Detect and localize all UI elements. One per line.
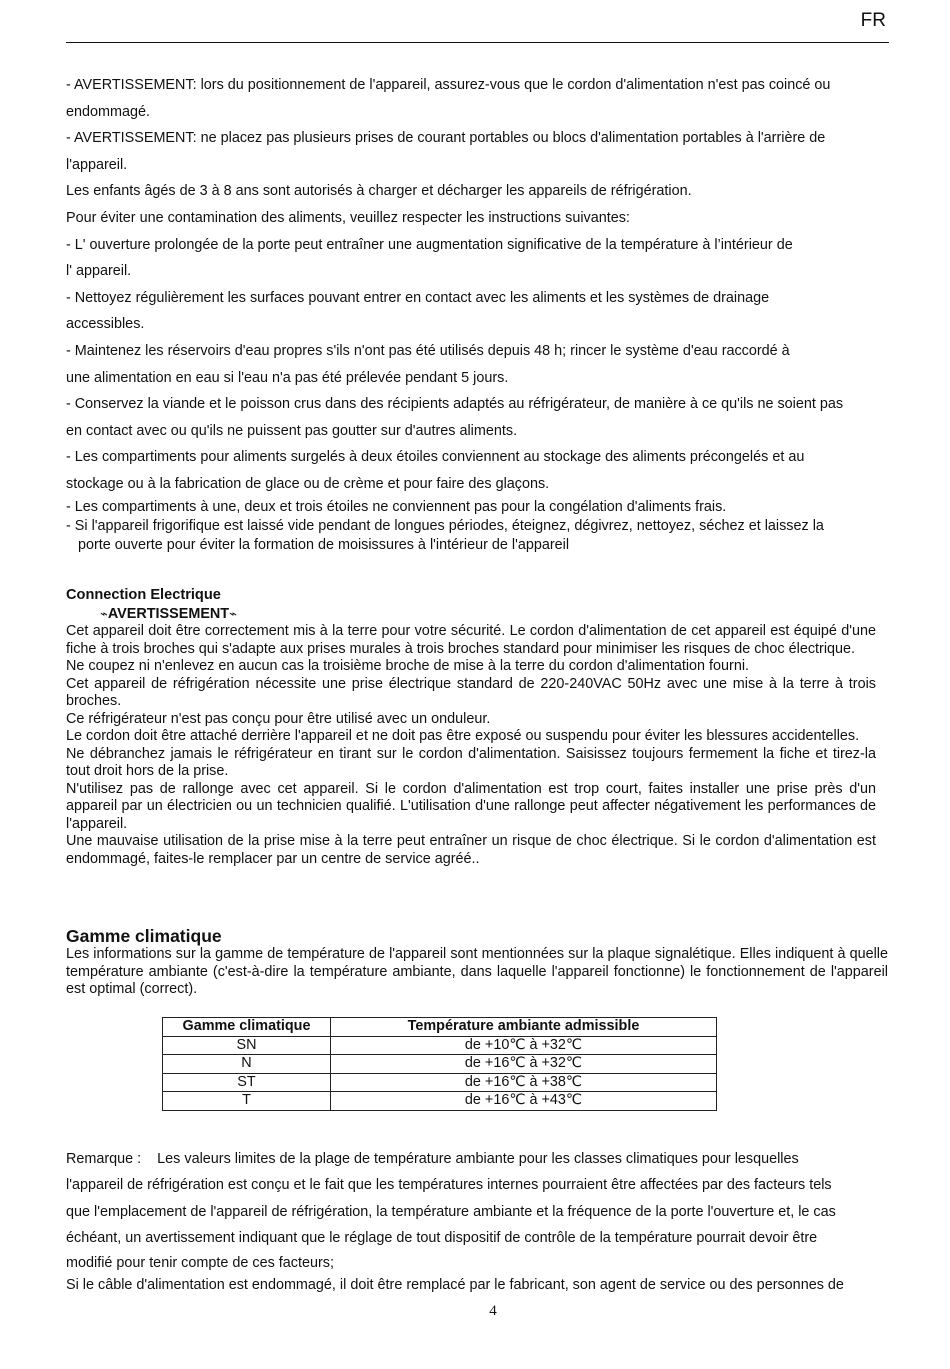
warning-line: en contact avec ou qu'ils ne puissent pas goutter sur d'autres aliments. — [66, 422, 518, 439]
warning-line: - Conservez la viande et le poisson crus dans des récipients adaptés au réfrigérateur, de manière à ce qu'ils ne soient pas — [66, 396, 844, 413]
warning-line: Pour éviter une contamination des aliments, veuillez respecter les instructions suivantes: — [66, 209, 630, 226]
electrical-connection-section — [66, 587, 876, 868]
climate-class-cell: N — [163, 1055, 331, 1074]
paragraph: Le cordon doit être attaché derrière l'appareil et ne doit pas être exposé ou suspendu pour éviter les blessures accidentelles. — [66, 728, 860, 744]
warning-label: AVERTISSEMENT — [107, 605, 230, 622]
paragraph: Ne coupez ni n'enlevez en aucun cas la troisième broche de mise à la terre du cordon d'alimentation fourni. — [66, 658, 750, 674]
lightning-bolt-icon: ⌁ — [100, 605, 108, 621]
column-header: Gamme climatique — [163, 1018, 331, 1037]
temperature-range-cell: de +16℃ à +32℃ — [331, 1055, 717, 1074]
warning-line: porte ouverte pour éviter la formation de moisissures à l'intérieur de l'appareil — [78, 536, 570, 553]
table-row — [163, 1036, 717, 1055]
warning-line: - AVERTISSEMENT: lors du positionnement de l'appareil, assurez-vous que le cordon d'alimentation n'est pas coincé ou — [66, 77, 831, 93]
temperature-range-cell: de +10℃ à +32℃ — [331, 1036, 717, 1055]
climate-class-table — [162, 1017, 717, 1111]
table-row — [163, 1055, 717, 1074]
section-title: Connection Electrique — [66, 587, 221, 603]
paragraph: Les informations sur la gamme de température de l'appareil sont mentionnées sur la plaque signalétique. Elles indiquent à quelle température ambiante (c'est-à-dire la température ambiante, dans laquelle l'appareil fonctionne) le fonctionnement de l'appareil est optimal (correct). — [66, 946, 888, 997]
safety-warnings — [66, 72, 888, 555]
warning-line: endommagé. — [66, 103, 150, 120]
warning-line: accessibles. — [66, 316, 145, 333]
remark-line: l'appareil de réfrigération est conçu et le fait que les températures internes pourraient être affectées par des facteurs tels — [66, 1177, 832, 1194]
language-code: FR — [860, 10, 886, 31]
paragraph: Cet appareil de réfrigération nécessite une prise électrique standard de 220-240VAC 50Hz avec une mise à la terre à trois broches. — [66, 675, 876, 709]
remark-block — [66, 1146, 888, 1296]
climate-class-cell: T — [163, 1092, 331, 1111]
warning-line: une alimentation en eau si l'eau n'a pas été prélevée pendant 5 jours. — [66, 369, 509, 386]
remark-line: modifié pour tenir compte de ces facteurs; — [66, 1254, 334, 1271]
warning-line: - AVERTISSEMENT: ne placez pas plusieurs prises de courant portables ou blocs d'alimentation portables à l'arrière de — [66, 130, 826, 147]
warning-heading — [66, 605, 876, 624]
table-row — [163, 1092, 717, 1111]
climate-range-section — [66, 926, 888, 999]
paragraph: Ne débranchez jamais le réfrigérateur en tirant sur le cordon d'alimentation. Saisissez toujours fermement la fiche et tirez-la tout droit hors de la prise. — [66, 745, 876, 779]
paragraph: Ce réfrigérateur n'est pas conçu pour être utilisé avec un onduleur. — [66, 710, 491, 727]
warning-line: - Les compartiments à une, deux et trois étoiles ne conviennent pas pour la congélation d'aliments frais. — [66, 498, 727, 515]
warning-line: - Si l'appareil frigorifique est laissé vide pendant de longues périodes, éteignez, dégivrez, nettoyez, séchez et laissez la — [66, 517, 824, 534]
warning-line: - L' ouverture prolongée de la porte peut entraîner une augmentation significative de la température à l’intérieur de — [66, 236, 793, 253]
remark-line: que l'emplacement de l'appareil de réfrigération, la température ambiante et la fréquence de la porte l'ouverture et, le cas — [66, 1203, 836, 1220]
warning-line: Les enfants âgés de 3 à 8 ans sont autorisés à charger et décharger les appareils de réfrigération. — [66, 183, 692, 200]
temperature-range-cell: de +16℃ à +38℃ — [331, 1073, 717, 1092]
climate-class-cell: SN — [163, 1036, 331, 1055]
warning-line: - Maintenez les réservoirs d'eau propres s'ils n'ont pas été utilisés depuis 48 h; rincer le système d'eau raccordé à — [66, 342, 790, 359]
lightning-bolt-icon: ⌁ — [229, 605, 237, 621]
warning-line: l'appareil. — [66, 156, 128, 173]
column-header: Température ambiante admissible — [331, 1018, 717, 1037]
remark-line: Si le câble d'alimentation est endommagé, il doit être remplacé par le fabricant, son agent de service ou des personnes de — [66, 1276, 844, 1293]
table-row — [163, 1073, 717, 1092]
temperature-range-cell: de +16℃ à +43℃ — [331, 1092, 717, 1111]
table-header-row — [163, 1018, 717, 1037]
header-rule — [66, 42, 889, 43]
page-number: 4 — [489, 1303, 497, 1319]
paragraph: Une mauvaise utilisation de la prise mise à la terre peut entraîner un risque de choc électrique. Si le cordon d'alimentation est endommagé, faites-le remplacer par un centre de service agréé.. — [66, 833, 876, 867]
warning-line: - Nettoyez régulièrement les surfaces pouvant entrer en contact avec les aliments et les systèmes de drainage — [66, 289, 770, 306]
climate-class-cell: ST — [163, 1073, 331, 1092]
warning-line: l' appareil. — [66, 263, 132, 280]
warning-line: - Les compartiments pour aliments surgelés à deux étoiles conviennent au stockage des aliments précongelés et au — [66, 449, 805, 466]
remark-line: Remarque : Les valeurs limites de la plage de température ambiante pour les classes climatiques pour lesquelles — [66, 1151, 799, 1167]
paragraph: N'utilisez pas de rallonge avec cet appareil. Si le cordon d'alimentation est trop court, faites installer une prise près d'un appareil par un électricien ou un technicien qualifié. L'utilisation d'une rallonge peut affecter négativement les performances de l'appareil. — [66, 780, 876, 832]
warning-line: stockage ou à la fabrication de glace ou de crème et pour faire des glaçons. — [66, 475, 550, 492]
paragraph: Cet appareil doit être correctement mis à la terre pour votre sécurité. Le cordon d'alimentation de cet appareil est équipé d'une fiche à trois broches qui s'adapte aux prises murales à trois broches standard pour minimiser les risques de choc électrique. — [66, 623, 876, 657]
section-title: Gamme climatique — [66, 926, 222, 946]
remark-line: échéant, un avertissement indiquant que le réglage de tout dispositif de contrôle de la température pourrait devoir être — [66, 1230, 818, 1247]
